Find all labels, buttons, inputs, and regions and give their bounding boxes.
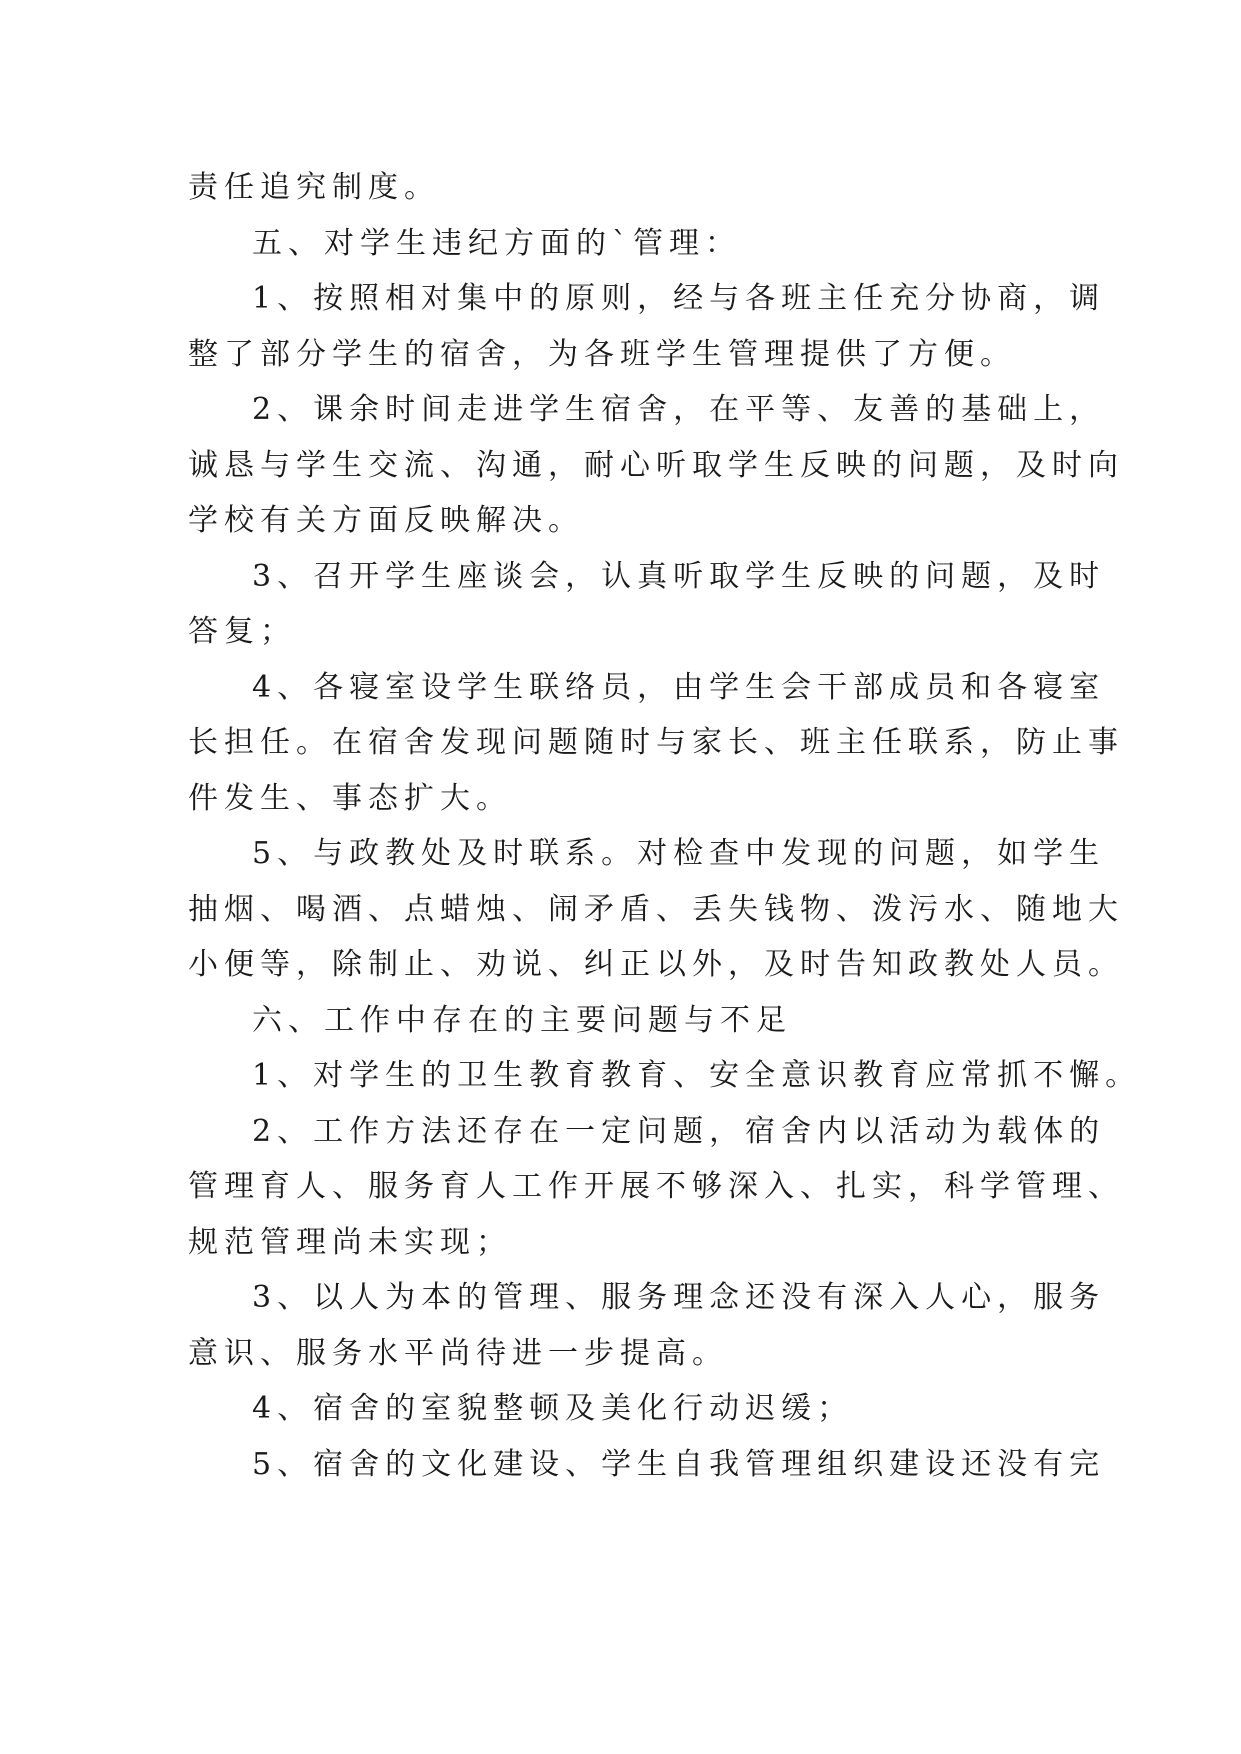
text-line-21: 3、以人为本的管理、服务理念还没有深入人心，服务	[252, 1280, 1106, 1315]
document-body	[188, 160, 1142, 1492]
text-line-11: 长担任。在宿舍发现问题随时与家长、班主任联系，防止事	[188, 725, 1124, 760]
text-line-8: 3、召开学生座谈会，认真听取学生反映的问题，及时	[252, 558, 1106, 594]
text-line-17: 1、对学生的卫生教育教育、安全意识教育应常抓不懈。	[252, 1058, 1142, 1093]
text-line-19: 管理育人、服务育人工作开展不够深入、扎实，科学管理、	[188, 1169, 1124, 1204]
text-line-1: 责任追究制度。	[188, 170, 440, 205]
text-line-13: 5、与政教处及时联系。对检查中发现的问题，如学生	[252, 836, 1106, 871]
text-line-9: 答复；	[188, 614, 296, 649]
text-line-6: 诚恳与学生交流、沟通，耐心听取学生反映的问题，及时向	[188, 447, 1124, 483]
text-line-18: 2、工作方法还存在一定问题，宿舍内以活动为载体的	[252, 1113, 1106, 1149]
section-heading-6: 六、工作中存在的主要问题与不足	[252, 1002, 792, 1038]
section-heading-5: 五、对学生违纪方面的`管理：	[252, 225, 741, 261]
text-line-23: 4、宿舍的室貌整顿及美化行动迟缓；	[252, 1391, 854, 1426]
text-line-5: 2、课余时间走进学生宿舍，在平等、友善的基础上，	[252, 392, 1106, 427]
text-line-4: 整了部分学生的宿舍，为各班学生管理提供了方便。	[188, 336, 1016, 372]
text-line-10: 4、各寝室设学生联络员，由学生会干部成员和各寝室	[252, 669, 1106, 705]
text-line-24: 5、宿舍的文化建设、学生自我管理组织建设还没有完	[252, 1446, 1106, 1482]
text-line-20: 规范管理尚未实现；	[188, 1224, 512, 1260]
text-line-12: 件发生、事态扩大。	[188, 780, 512, 816]
text-line-22: 意识、服务水平尚待进一步提高。	[188, 1335, 728, 1371]
text-line-15: 小便等，除制止、劝说、纠正以外，及时告知政教处人员。	[188, 947, 1124, 982]
text-line-7: 学校有关方面反映解决。	[188, 503, 584, 538]
text-line-14: 抽烟、喝酒、点蜡烛、闹矛盾、丢失钱物、泼污水、随地大	[188, 891, 1124, 927]
text-line-3: 1、按照相对集中的原则，经与各班主任充分协商，调	[252, 281, 1106, 316]
